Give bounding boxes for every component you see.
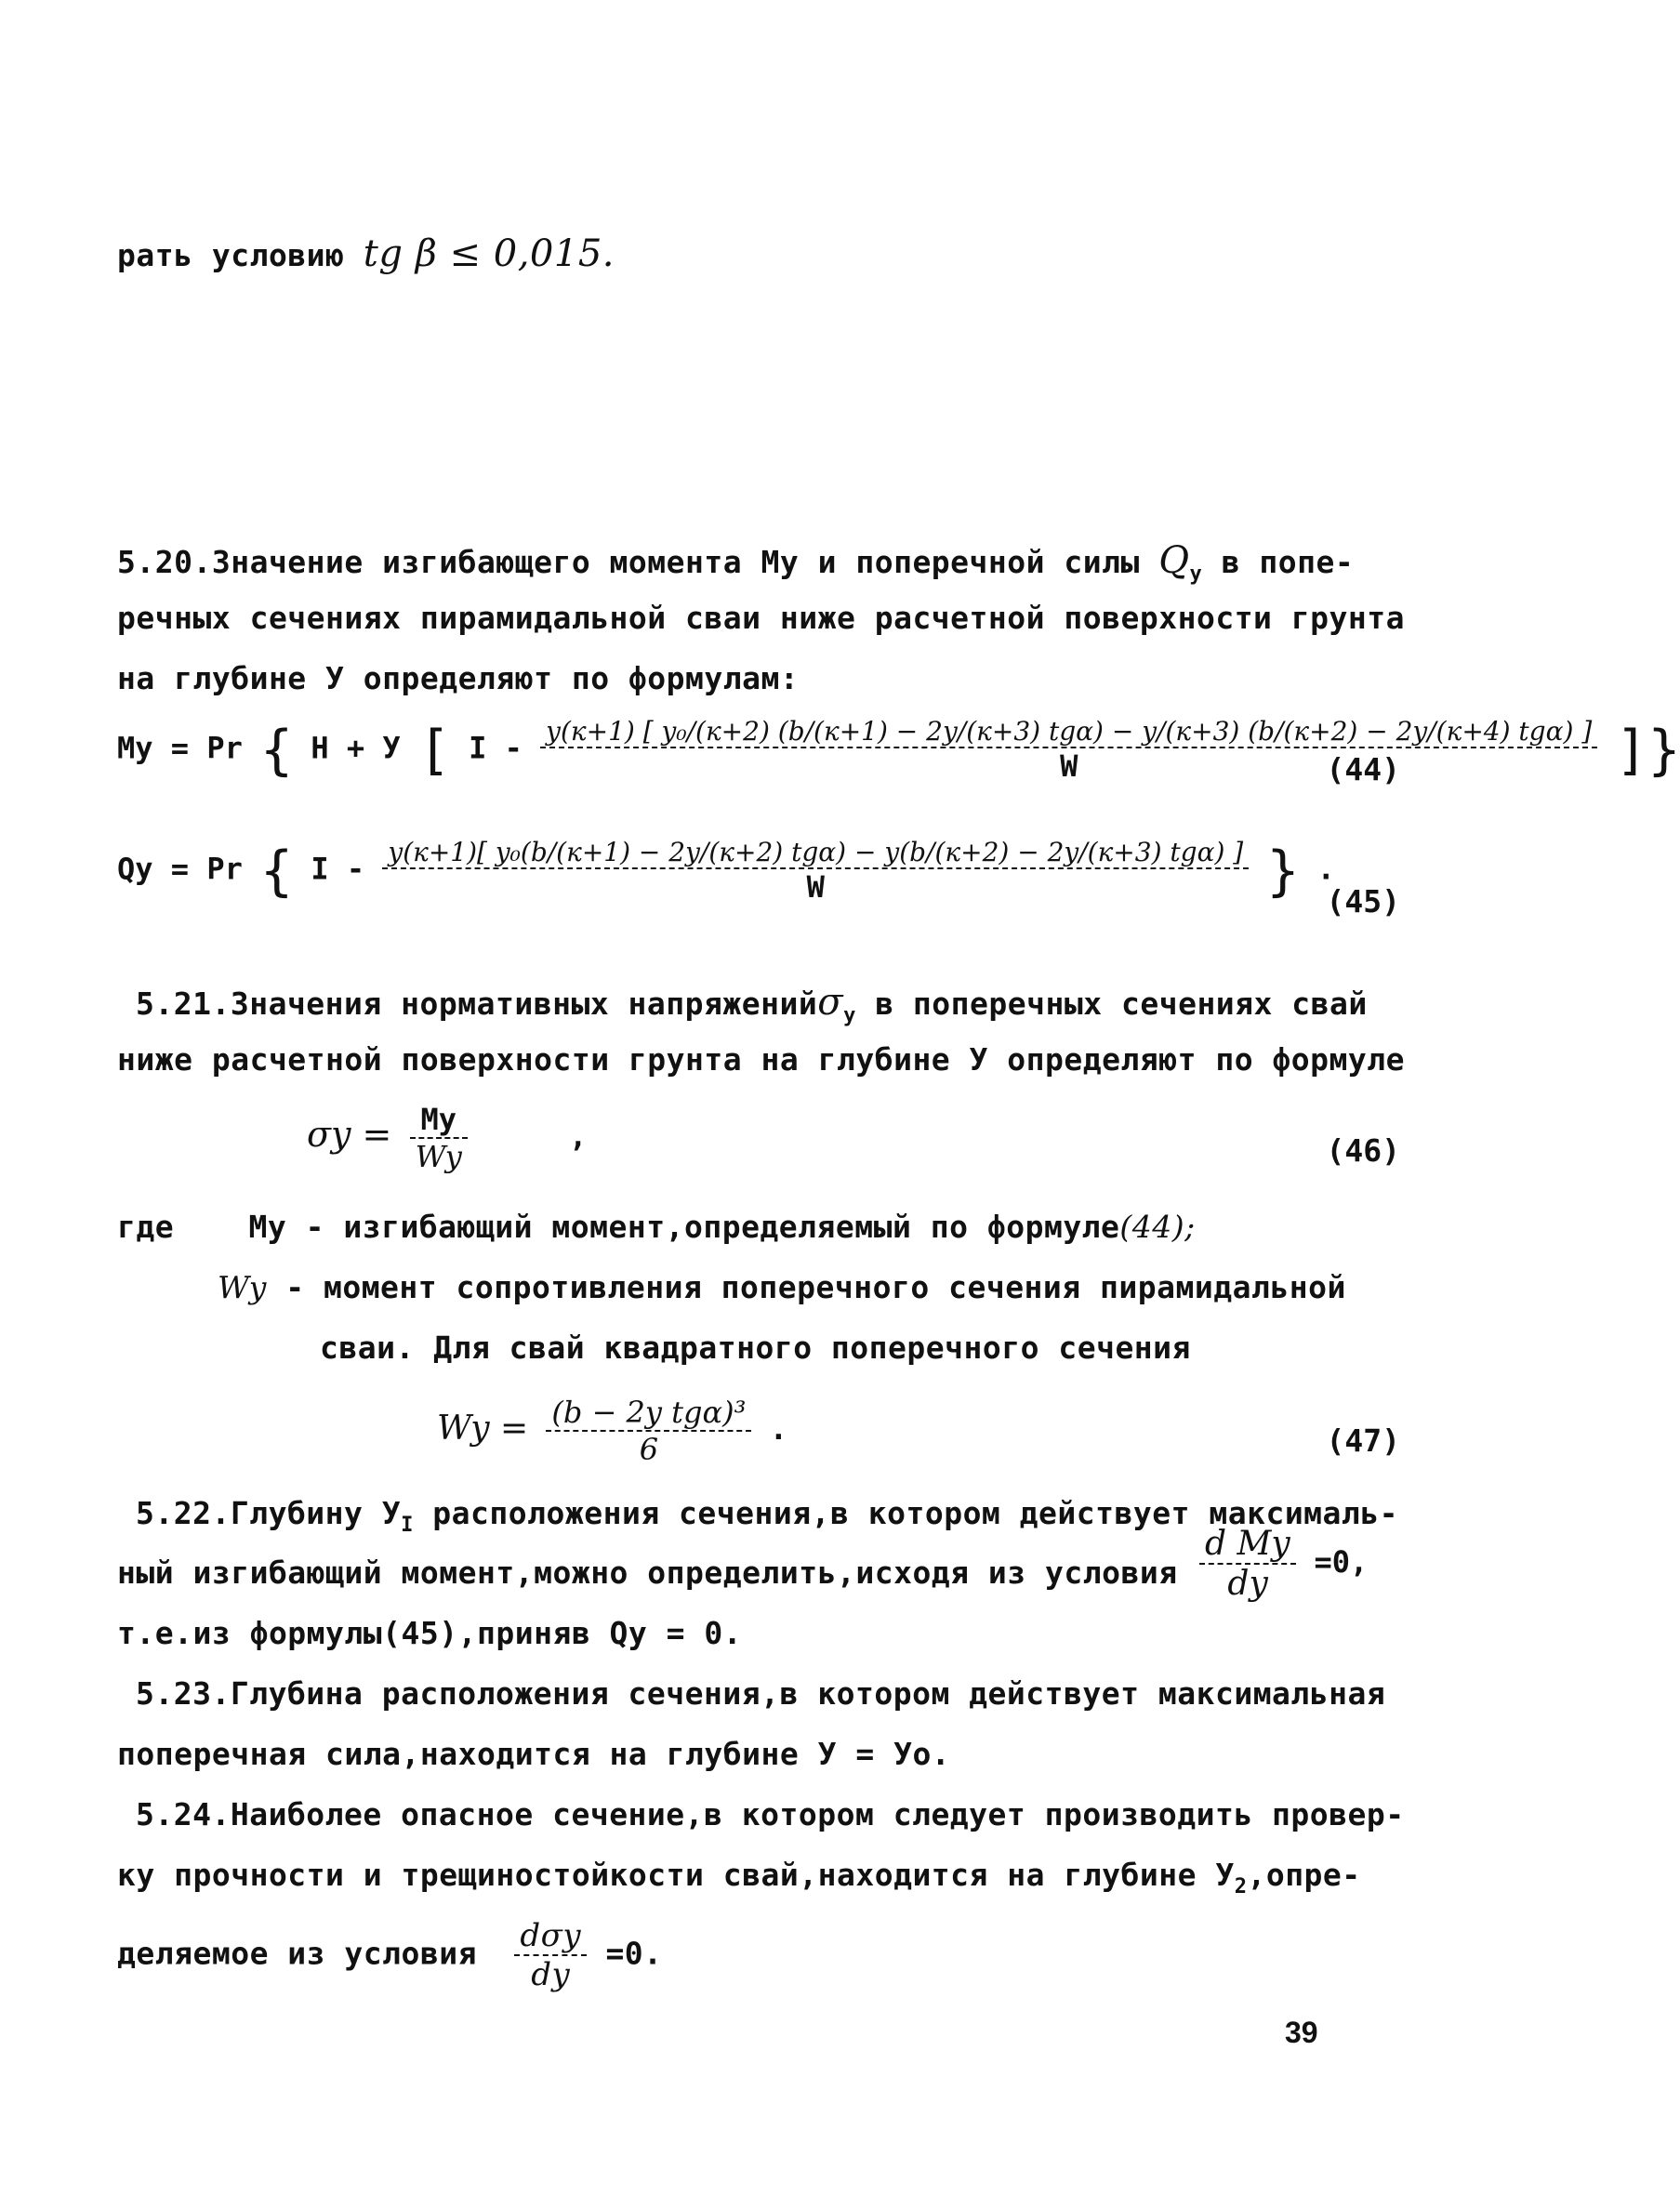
section-5-22-line-2 — [117, 1554, 1178, 1591]
equation-47-number: (47) — [1326, 1422, 1400, 1459]
sigma-symbol: σ — [817, 981, 844, 1024]
dy-denominator: dy — [1199, 1563, 1296, 1603]
section-5-20-line-3: на глубине У определяют по формулам: — [117, 660, 800, 696]
equation-47 — [437, 1395, 787, 1467]
eq46-fraction — [410, 1102, 468, 1174]
equation-45-number: (45) — [1326, 883, 1400, 919]
section-5-22-text: 5.22.Глубину У — [136, 1495, 402, 1531]
section-5-20-text: 5.20.Значение изгибающего момента Му и поперечной силы — [117, 544, 1140, 580]
equation-46-number: (46) — [1326, 1132, 1400, 1169]
section-5-24-text-end: ,опре- — [1247, 1857, 1361, 1893]
dmy-dy-condition — [1199, 1525, 1368, 1603]
section-5-24-line-2 — [117, 1857, 1361, 1898]
dmy-equals-zero: =0, — [1314, 1544, 1369, 1580]
equation-46 — [307, 1102, 587, 1174]
continuation-line — [117, 232, 615, 275]
section-5-24-line-3 — [117, 1917, 663, 1993]
dsigma-numerator: dσy — [520, 1917, 582, 1954]
equation-44: Му = Рr { H + У [ I - y(к+1) [ y₀/(к+2) (b/(к+1) − 2y/(к+3) tgα) − y/(к+3) (b/(к+2) − 2y/(к+4) tgα) ] W ]} — [117, 716, 1680, 784]
section-5-22-text-end: расположения сечения,в котором действует максималь- — [413, 1495, 1399, 1531]
q-subscript: y — [1189, 562, 1203, 586]
section-5-22-line-3: т.е.из формулы(45),приняв Qу = 0. — [117, 1615, 743, 1651]
where-item-2-symbol: Wy — [218, 1269, 267, 1305]
equation-45: Qу = Рr { I - y(к+1)[ y₀(b/(к+1) − 2y/(к+2) tgα) − y(b/(к+2) − 2y/(к+3) tgα) ] W } . — [117, 837, 1335, 905]
dsigma-denominator: dy — [514, 1954, 587, 1993]
section-5-20-line-1 — [117, 539, 1354, 586]
section-5-23-line-1: 5.23.Глубина расположения сечения,в котором действует максимальная — [136, 1675, 1386, 1712]
section-5-21-text-end: в поперечных сечениях свай — [875, 986, 1368, 1022]
eq47-dot: . — [769, 1411, 787, 1447]
eq47-lhs: Wy = — [437, 1409, 529, 1448]
where-item-1-ref: (44); — [1119, 1209, 1196, 1245]
eq45-lhs: Qу = Рr — [117, 851, 243, 887]
where-line-3: сваи. Для свай квадратного поперечного сечения — [320, 1330, 1191, 1366]
eq44-bracket-term: I - — [469, 730, 523, 766]
eq45-term: I - — [311, 851, 365, 887]
eq44-lhs: Му = Рr — [117, 730, 243, 766]
eq45-denominator: W — [382, 867, 1249, 905]
eq46-numerator: Му — [420, 1102, 456, 1137]
dsigma-equals-zero: =0. — [605, 1935, 663, 1972]
eq46-lhs: σy = — [307, 1114, 392, 1155]
where-line-1 — [117, 1209, 1196, 1245]
section-5-23-line-2: поперечная сила,находится на глубине У = Уо. — [117, 1736, 951, 1772]
eq47-denominator: 6 — [546, 1430, 751, 1467]
dmy-numerator: d Mу — [1205, 1525, 1291, 1563]
section-5-21-line-1 — [136, 981, 1368, 1027]
dmy-dy-fraction — [1199, 1525, 1296, 1603]
section-5-20-text-end: в попе- — [1221, 544, 1355, 580]
page-number: 39 — [1285, 2016, 1318, 2049]
where-line-2 — [218, 1269, 1346, 1305]
eq44-numerator: y(к+1) [ y₀/(к+2) (b/(к+1) − 2y/(к+3) tgα) − y/(к+3) (b/(к+2) − 2y/(к+4) tgα) ] — [546, 716, 1593, 747]
where-item-2-text: - момент сопротивления поперечного сечения пирамидальной — [285, 1269, 1346, 1305]
eq46-comma: , — [569, 1118, 588, 1154]
eq47-fraction — [546, 1395, 751, 1467]
y1-subscript: I — [401, 1514, 414, 1537]
y2-subscript: 2 — [1234, 1875, 1248, 1898]
eq47-numerator: (b − 2y tgα)³ — [551, 1395, 747, 1430]
section-5-20-line-2: речных сечениях пирамидальной сваи ниже расчетной поверхности грунта — [117, 600, 1406, 636]
eq45-fraction — [382, 837, 1249, 905]
eq44-fraction — [540, 716, 1597, 784]
where-label: где — [117, 1209, 175, 1245]
where-item-1-text: - изгибающий момент,определяемый по формуле — [305, 1209, 1120, 1245]
section-5-24-line-1: 5.24.Наиболее опасное сечение,в котором следует производить провер- — [136, 1796, 1405, 1832]
eq46-denominator: Wy — [410, 1137, 468, 1174]
section-5-21-line-2: ниже расчетной поверхности грунта на глубине У определяют по формуле — [117, 1041, 1406, 1078]
sigma-subscript: y — [843, 1004, 856, 1027]
section-5-21-text: 5.21.Значения нормативных напряжений — [136, 986, 818, 1022]
condition-formula: tg β ≤ 0,015. — [363, 232, 615, 275]
eq44-term: H + У — [311, 730, 401, 766]
equation-44-number: (44) — [1326, 751, 1400, 787]
section-5-24-text: ку прочности и трещиностойкости свай,находится на глубине У — [117, 1857, 1235, 1893]
section-5-24-text-3: деляемое из условия — [117, 1935, 477, 1972]
dsigma-dy-fraction — [514, 1917, 587, 1993]
where-item-1-symbol: Му — [248, 1209, 287, 1245]
continuation-text: рать условию — [117, 237, 345, 273]
section-5-22-text-2: ный изгибающий момент,можно определить,исходя из условия — [117, 1554, 1178, 1591]
eq44-denominator: W — [540, 747, 1597, 784]
q-symbol: Q — [1158, 539, 1190, 582]
eq45-numerator: y(к+1)[ y₀(b/(к+1) − 2y/(к+2) tgα) − y(b/(к+2) − 2y/(к+3) tgα) ] — [388, 837, 1244, 867]
